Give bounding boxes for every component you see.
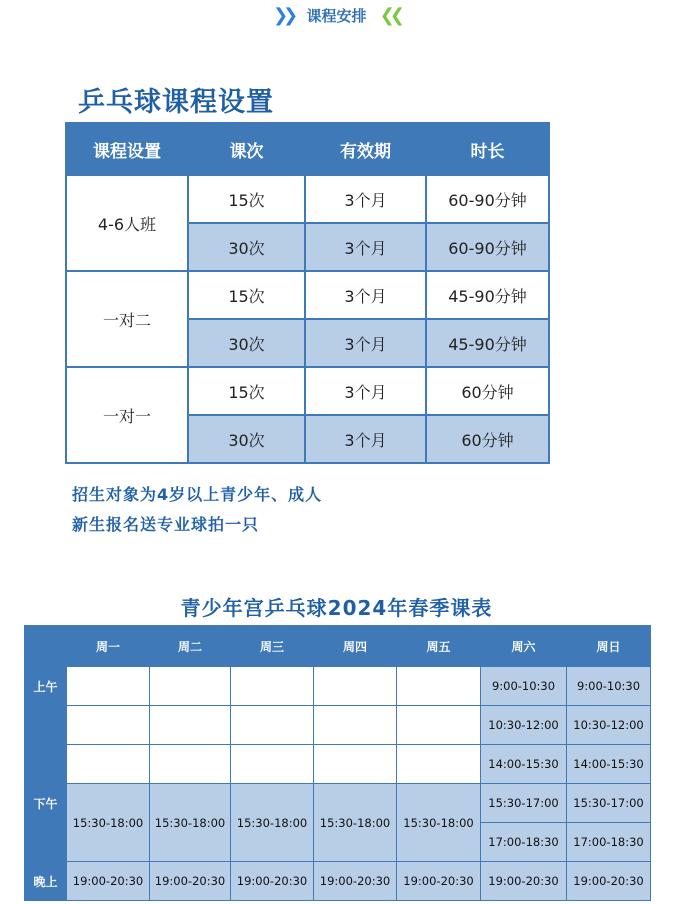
table-row xyxy=(25,667,651,706)
empty-cell xyxy=(397,706,481,745)
time-slot: 15:30-18:00 xyxy=(150,784,231,862)
table-cell: 3个月 xyxy=(305,271,426,319)
empty-cell xyxy=(150,706,231,745)
empty-cell xyxy=(397,745,481,784)
empty-cell xyxy=(150,745,231,784)
table-cell: 3个月 xyxy=(305,223,426,271)
empty-cell xyxy=(231,745,314,784)
time-slot: 14:00-15:30 xyxy=(481,745,567,784)
double-chevron-right-icon: ❯❯ xyxy=(273,5,294,26)
column-header: 时长 xyxy=(426,123,549,175)
period-label: 上午 xyxy=(25,667,67,706)
period-label: 下午 xyxy=(25,745,67,862)
group-label: 一对二 xyxy=(66,271,188,367)
time-slot: 19:00-20:30 xyxy=(67,862,150,901)
time-slot: 15:30-17:00 xyxy=(567,784,651,823)
time-slot: 15:30-18:00 xyxy=(314,784,397,862)
day-header: 周日 xyxy=(567,626,651,667)
time-slot: 15:30-17:00 xyxy=(481,784,567,823)
empty-cell xyxy=(150,667,231,706)
time-slot: 9:00-10:30 xyxy=(481,667,567,706)
table-cell: 60分钟 xyxy=(426,415,549,463)
column-header: 课程设置 xyxy=(66,123,188,175)
empty-cell xyxy=(314,667,397,706)
section-header-title: 课程安排 xyxy=(306,7,367,25)
empty-cell xyxy=(314,706,397,745)
empty-cell xyxy=(67,667,150,706)
day-header: 周三 xyxy=(231,626,314,667)
day-header: 周四 xyxy=(314,626,397,667)
time-slot: 14:00-15:30 xyxy=(567,745,651,784)
day-header: 周六 xyxy=(481,626,567,667)
table-row xyxy=(25,745,651,784)
group-label: 一对一 xyxy=(66,367,188,463)
empty-cell xyxy=(67,745,150,784)
time-slot: 10:30-12:00 xyxy=(567,706,651,745)
empty-cell xyxy=(231,667,314,706)
table-cell: 60分钟 xyxy=(426,367,549,415)
table-row xyxy=(66,271,549,319)
corner-cell xyxy=(25,626,67,667)
time-slot: 17:00-18:30 xyxy=(567,823,651,862)
double-chevron-left-icon: ❮❮ xyxy=(379,5,400,26)
time-slot: 17:00-18:30 xyxy=(481,823,567,862)
period-label-blank xyxy=(25,706,67,745)
table-cell: 3个月 xyxy=(305,319,426,367)
table-cell: 30次 xyxy=(188,223,305,271)
day-header: 周二 xyxy=(150,626,231,667)
time-slot: 15:30-18:00 xyxy=(397,784,481,862)
time-slot: 9:00-10:30 xyxy=(567,667,651,706)
time-slot: 19:00-20:30 xyxy=(397,862,481,901)
column-header: 有效期 xyxy=(305,123,426,175)
table-row xyxy=(66,175,549,223)
table-cell: 60-90分钟 xyxy=(426,175,549,223)
gift-note: 新生报名送专业球拍一只 xyxy=(72,515,260,534)
table-cell: 45-90分钟 xyxy=(426,271,549,319)
period-label: 晚上 xyxy=(25,862,67,901)
time-slot: 19:00-20:30 xyxy=(481,862,567,901)
table-cell: 3个月 xyxy=(305,367,426,415)
table-cell: 3个月 xyxy=(305,415,426,463)
time-slot: 15:30-18:00 xyxy=(231,784,314,862)
group-label: 4-6人班 xyxy=(66,175,188,271)
course-settings-title: 乒乓球课程设置 xyxy=(78,87,274,118)
schedule-header-row xyxy=(25,626,651,667)
table-cell: 15次 xyxy=(188,271,305,319)
table-cell: 15次 xyxy=(188,175,305,223)
course-settings-table xyxy=(65,122,550,464)
table-row xyxy=(25,784,651,823)
empty-cell xyxy=(314,745,397,784)
time-slot: 19:00-20:30 xyxy=(150,862,231,901)
table-cell: 15次 xyxy=(188,367,305,415)
time-slot: 19:00-20:30 xyxy=(231,862,314,901)
empty-cell xyxy=(397,667,481,706)
time-slot: 19:00-20:30 xyxy=(567,862,651,901)
time-slot: 15:30-18:00 xyxy=(67,784,150,862)
enrollment-note: 招生对象为4岁以上青少年、成人 xyxy=(72,485,323,504)
table-row xyxy=(66,367,549,415)
day-header: 周一 xyxy=(67,626,150,667)
empty-cell xyxy=(67,706,150,745)
table-cell: 45-90分钟 xyxy=(426,319,549,367)
schedule-title: 青少年宫乒乓球2024年春季课表 xyxy=(180,596,493,620)
table-header-row xyxy=(66,123,549,175)
table-row xyxy=(25,862,651,901)
time-slot: 19:00-20:30 xyxy=(314,862,397,901)
table-row xyxy=(25,706,651,745)
table-cell: 30次 xyxy=(188,319,305,367)
table-cell: 3个月 xyxy=(305,175,426,223)
table-cell: 60-90分钟 xyxy=(426,223,549,271)
table-cell: 30次 xyxy=(188,415,305,463)
empty-cell xyxy=(231,706,314,745)
day-header: 周五 xyxy=(397,626,481,667)
section-header xyxy=(0,4,673,28)
time-slot: 10:30-12:00 xyxy=(481,706,567,745)
schedule-table xyxy=(24,625,651,901)
column-header: 课次 xyxy=(188,123,305,175)
